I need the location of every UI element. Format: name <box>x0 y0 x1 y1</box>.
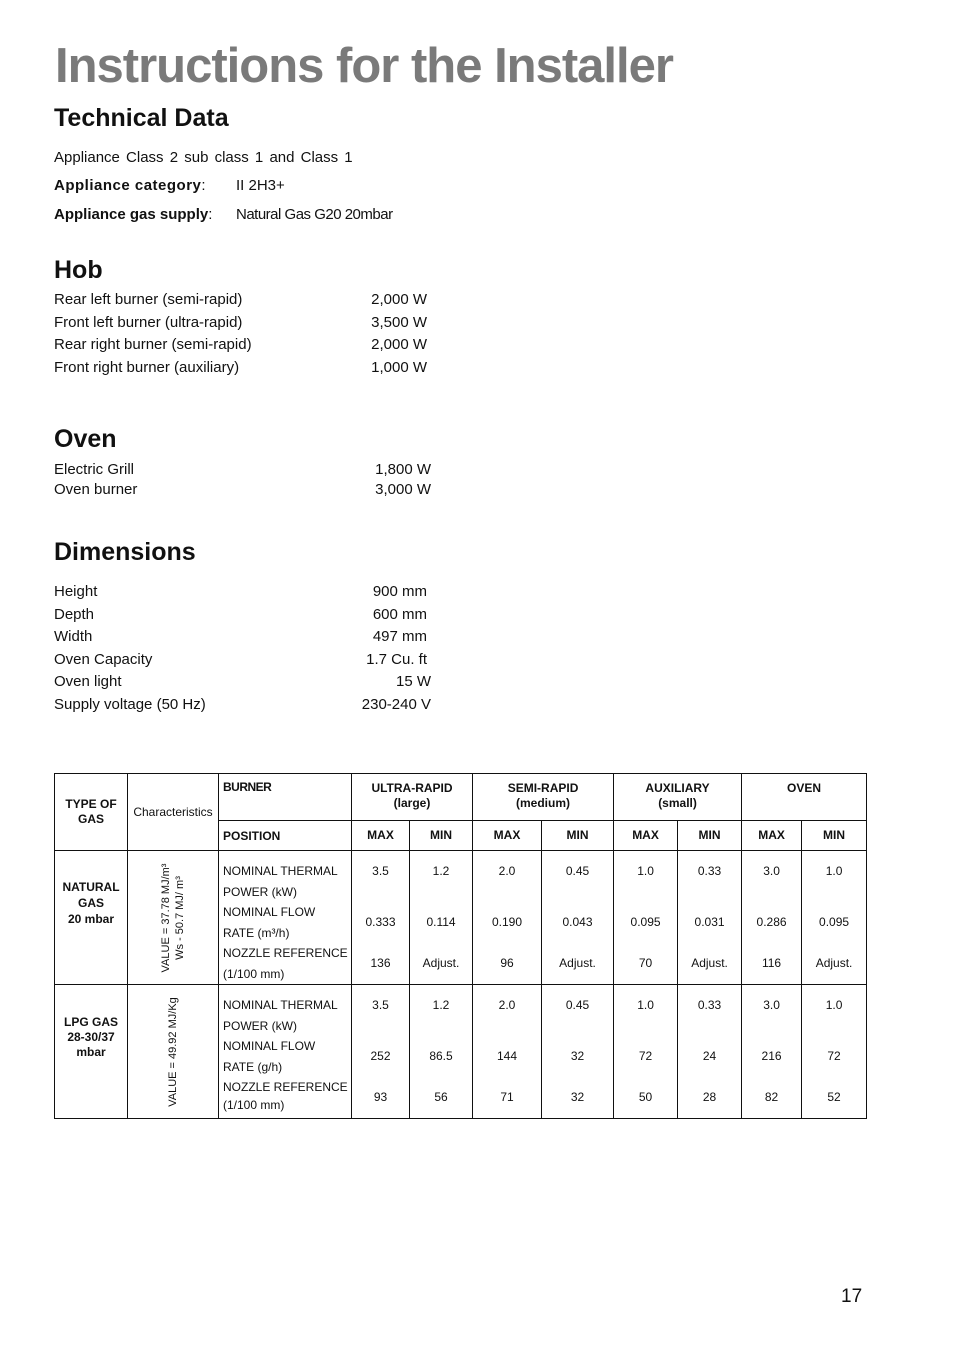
natural-gas-descriptions: NOMINAL THERMAL POWER (kW) NOMINAL FLOW RATE (m³/h) NOZZLE REFERENCE (1/100 mm) <box>219 851 352 985</box>
max-header: MAX <box>352 821 410 851</box>
category-label: Appliance category <box>54 177 202 194</box>
natural-aux-max: 1.0 0.095 70 <box>614 851 678 985</box>
natural-gas-row <box>55 851 867 985</box>
max-header: MAX <box>614 821 678 851</box>
supply-value: Natural Gas G20 20mbar <box>236 206 393 223</box>
appliance-class: Appliance Class 2 sub class 1 and Class 1 <box>54 149 353 166</box>
lpg-gas-descriptions: NOMINAL THERMAL POWER (kW) NOMINAL FLOW RATE (g/h) NOZZLE REFERENCE (1/100 mm) <box>219 985 352 1119</box>
lpg-aux-max: 1.0 72 50 <box>614 985 678 1119</box>
lpg-gas-row <box>55 985 867 1119</box>
max-header: MAX <box>473 821 542 851</box>
lpg-ultra-min: 1.2 86.5 56 <box>410 985 473 1119</box>
category-value: II 2H3+ <box>236 177 285 194</box>
lpg-ultra-max: 3.5 252 93 <box>352 985 410 1119</box>
hob-heading: Hob <box>54 256 103 284</box>
min-header: MIN <box>410 821 473 851</box>
min-header: MIN <box>678 821 742 851</box>
lpg-gas-name: LPG GAS 28-30/37 mbar <box>55 985 128 1119</box>
page-number: 17 <box>841 1286 863 1307</box>
burner-header: BURNER <box>219 774 352 821</box>
group-header-oven: OVEN <box>742 774 867 821</box>
dimensions-heading: Dimensions <box>54 538 196 566</box>
natural-aux-min: 0.33 0.031 Adjust. <box>678 851 742 985</box>
lpg-semi-min: 0.45 32 32 <box>542 985 614 1119</box>
supply-label: Appliance gas supply <box>54 206 209 223</box>
oven-heading: Oven <box>54 425 117 453</box>
lpg-oven-min: 1.0 72 52 <box>802 985 867 1119</box>
appliance-gas-supply: Appliance gas supply: <box>54 206 213 223</box>
appliance-category: Appliance category: <box>54 177 206 194</box>
lpg-aux-min: 0.33 24 28 <box>678 985 742 1119</box>
natural-oven-min: 1.0 0.095 Adjust. <box>802 851 867 985</box>
min-header: MIN <box>542 821 614 851</box>
natural-ultra-max: 3.5 0.333 136 <box>352 851 410 985</box>
position-header: POSITION <box>219 821 352 851</box>
natural-oven-max: 3.0 0.286 116 <box>742 851 802 985</box>
characteristics-header: Characteristics <box>128 774 219 851</box>
max-header: MAX <box>742 821 802 851</box>
lpg-oven-max: 3.0 216 82 <box>742 985 802 1119</box>
lpg-gas-characteristics: VALUE = 49.92 MJ/Kg <box>128 985 219 1119</box>
group-header-auxiliary: AUXILIARY (small) <box>614 774 742 821</box>
page-title: Instructions for the Installer <box>55 39 673 93</box>
gas-data-table <box>54 773 867 1119</box>
natural-semi-max: 2.0 0.190 96 <box>473 851 542 985</box>
group-header-semi-rapid: SEMI-RAPID (medium) <box>473 774 614 821</box>
min-header: MIN <box>802 821 867 851</box>
type-of-gas-header: TYPE OF GAS <box>55 774 128 851</box>
natural-gas-characteristics: VALUE = 37.78 MJ/m³ Ws - 50.7 MJ/ m³ <box>128 851 219 985</box>
natural-semi-min: 0.45 0.043 Adjust. <box>542 851 614 985</box>
natural-ultra-min: 1.2 0.114 Adjust. <box>410 851 473 985</box>
lpg-semi-max: 2.0 144 71 <box>473 985 542 1119</box>
natural-gas-name: NATURAL GAS 20 mbar <box>55 851 128 985</box>
group-header-ultra-rapid: ULTRA-RAPID (large) <box>352 774 473 821</box>
technical-data-heading: Technical Data <box>54 104 229 132</box>
